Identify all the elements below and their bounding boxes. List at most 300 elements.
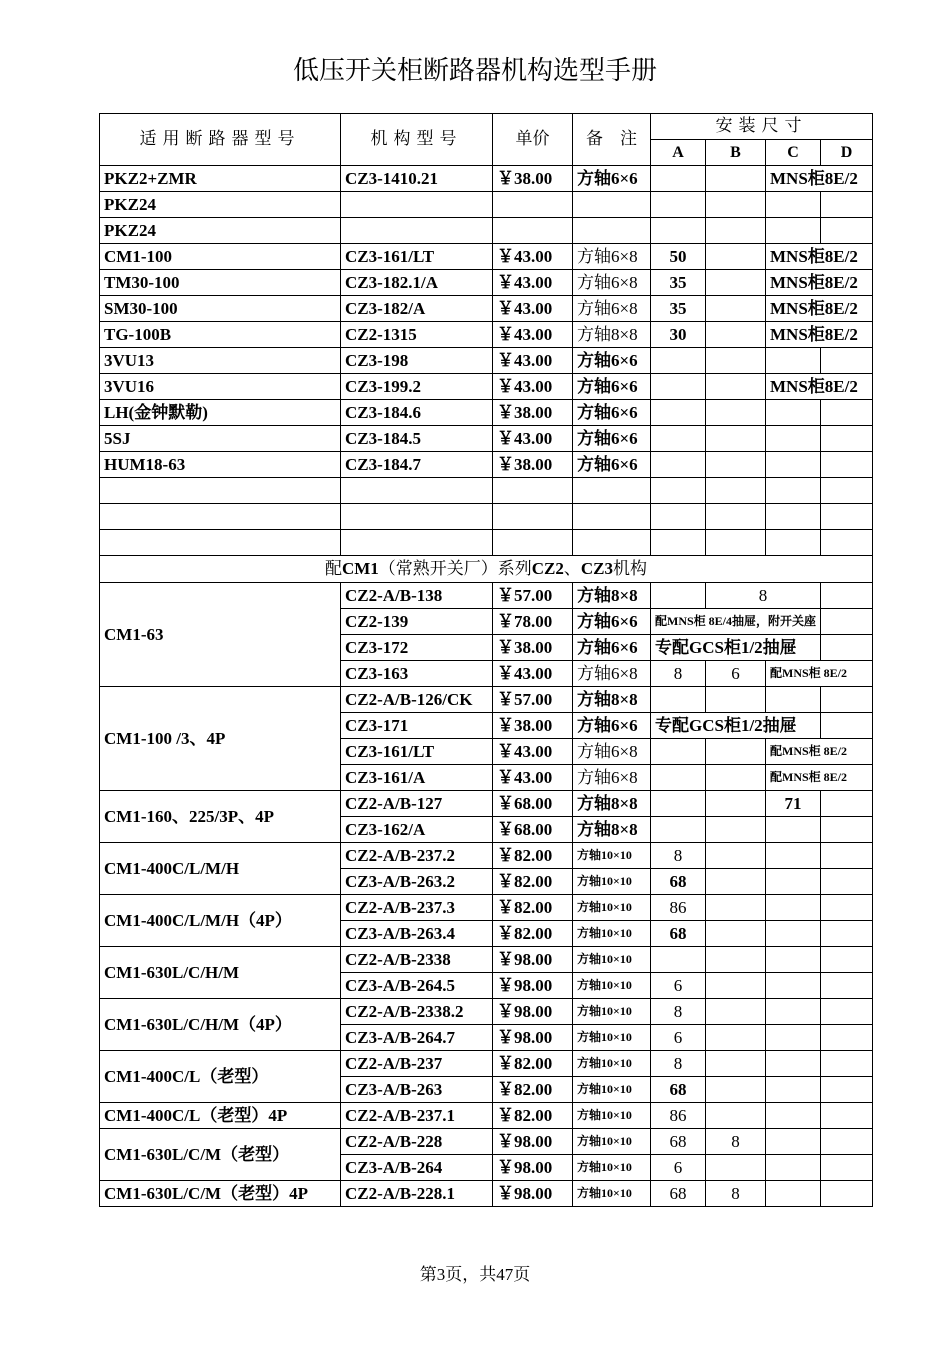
mechanism-cell: CZ3-182/A: [341, 296, 493, 322]
breaker-cell: CM1-160、225/3P、4P: [100, 791, 341, 843]
table-row: [100, 687, 873, 713]
page-footer: 第3页，共47页: [419, 1265, 531, 1284]
dim-b-cell: [706, 791, 766, 817]
section-title-b3: CZ3: [580, 559, 614, 578]
dim-d-cell: [821, 635, 873, 661]
mechanism-cell: CZ3-1410.21: [341, 166, 493, 192]
breaker-cell: CM1-630L/C/M（老型）: [100, 1129, 341, 1181]
price-cell: ￥43.00: [493, 244, 573, 270]
blank-cell: [341, 478, 493, 504]
dim-a-cell: 68: [651, 1077, 706, 1103]
blank-cell: [651, 478, 706, 504]
blank-cell: [341, 504, 493, 530]
mechanism-cell: CZ2-A/B-237.2: [341, 843, 493, 869]
price-cell: ￥68.00: [493, 817, 573, 843]
note-cell: 方轴6×6: [573, 426, 651, 452]
dim-a-cell: 86: [651, 895, 706, 921]
table-row: [100, 400, 873, 426]
table-row: [100, 374, 873, 400]
price-cell: ￥43.00: [493, 661, 573, 687]
dim-cd-cell: 配MNS柜 8E/2: [766, 739, 873, 765]
blank-cell: [573, 478, 651, 504]
table-row: [100, 322, 873, 348]
dim-a-cell: [651, 192, 706, 218]
dim-a-cell: 8: [651, 1051, 706, 1077]
breaker-cell: LH(金钟默勒): [100, 400, 341, 426]
mechanism-cell: CZ3-199.2: [341, 374, 493, 400]
table-row: [100, 244, 873, 270]
dim-a-cell: [651, 687, 706, 713]
breaker-cell: CM1-630L/C/M（老型）4P: [100, 1181, 341, 1207]
dim-a-cell: [651, 947, 706, 973]
dim-c-cell: [766, 843, 821, 869]
dim-d-cell: [821, 895, 873, 921]
blank-row: [100, 478, 873, 504]
mechanism-cell: CZ3-161/A: [341, 765, 493, 791]
price-cell: ￥43.00: [493, 374, 573, 400]
blank-cell: [493, 504, 573, 530]
dim-a-cell: [651, 817, 706, 843]
dim-cd-cell: MNS柜8E/2: [766, 166, 873, 192]
dim-cd-cell: 配MNS柜 8E/2: [766, 765, 873, 791]
dim-d-cell: [821, 1103, 873, 1129]
note-cell: 方轴10×10: [573, 1129, 651, 1155]
dim-b-cell: [706, 1077, 766, 1103]
price-cell: ￥43.00: [493, 426, 573, 452]
header-breaker: 适用断路器型号: [100, 114, 341, 166]
dim-b-cell: [706, 296, 766, 322]
dim-d-cell: [821, 426, 873, 452]
dim-d-cell: [821, 921, 873, 947]
note-cell: 方轴6×8: [573, 244, 651, 270]
dim-b-cell: 8: [706, 1129, 766, 1155]
table-row: [100, 843, 873, 869]
price-cell: ￥82.00: [493, 921, 573, 947]
header-c: C: [766, 140, 821, 166]
breaker-cell: CM1-400C/L（老型）: [100, 1051, 341, 1103]
note-cell: 方轴10×10: [573, 843, 651, 869]
dim-b-cell: [706, 973, 766, 999]
blank-cell: [821, 478, 873, 504]
dim-a-cell: [651, 348, 706, 374]
dim-c-cell: [766, 1077, 821, 1103]
dim-c-cell: [766, 1155, 821, 1181]
price-cell: ￥43.00: [493, 765, 573, 791]
breaker-cell: PKZ24: [100, 192, 341, 218]
dim-a-cell: 68: [651, 869, 706, 895]
dim-c-cell: [766, 348, 821, 374]
dim-a-cell: [651, 426, 706, 452]
price-cell: ￥38.00: [493, 452, 573, 478]
note-cell: 方轴10×10: [573, 1077, 651, 1103]
mechanism-cell: CZ3-184.7: [341, 452, 493, 478]
mechanism-cell: CZ2-A/B-237.1: [341, 1103, 493, 1129]
dim-a-cell: [651, 218, 706, 244]
table-row: [100, 999, 873, 1025]
header-a: A: [651, 140, 706, 166]
dim-a-cell: [651, 739, 706, 765]
dim-d-cell: [821, 973, 873, 999]
dim-a-cell: 8: [651, 999, 706, 1025]
header-mechanism: 机构型号: [341, 114, 493, 166]
note-cell: 方轴10×10: [573, 921, 651, 947]
table-row: [100, 270, 873, 296]
install-note-cell: 专配GCS柜1/2抽屉: [651, 635, 821, 661]
note-cell: 方轴6×8: [573, 765, 651, 791]
note-cell: 方轴6×6: [573, 452, 651, 478]
breaker-cell: CM1-100: [100, 244, 341, 270]
blank-cell: [341, 530, 493, 556]
mechanism-cell: [341, 218, 493, 244]
note-cell: 方轴10×10: [573, 895, 651, 921]
page-title: 低压开关柜断路器机构选型手册: [292, 56, 657, 86]
dim-d-cell: [821, 791, 873, 817]
breaker-cell: CM1-400C/L/M/H: [100, 843, 341, 895]
mechanism-cell: CZ2-1315: [341, 322, 493, 348]
dim-b-cell: 6: [706, 661, 766, 687]
table-row: [100, 583, 873, 609]
price-cell: ￥82.00: [493, 843, 573, 869]
price-cell: ￥57.00: [493, 687, 573, 713]
dim-cd-cell: MNS柜8E/2: [766, 296, 873, 322]
price-cell: ￥43.00: [493, 270, 573, 296]
table-row: [100, 1129, 873, 1155]
dim-b-cell: [706, 452, 766, 478]
header-price: 单价: [493, 114, 573, 166]
note-cell: 方轴6×8: [573, 296, 651, 322]
mechanism-cell: CZ3-184.5: [341, 426, 493, 452]
dim-b-cell: [706, 869, 766, 895]
breaker-cell: CM1-63: [100, 583, 341, 687]
dim-c-cell: [766, 218, 821, 244]
blank-cell: [100, 478, 341, 504]
dim-c-cell: [766, 921, 821, 947]
mechanism-cell: CZ3-A/B-264.5: [341, 973, 493, 999]
table-row: [100, 296, 873, 322]
breaker-cell: PKZ2+ZMR: [100, 166, 341, 192]
dim-b-cell: [706, 374, 766, 400]
blank-cell: [821, 530, 873, 556]
blank-cell: [706, 504, 766, 530]
dim-d-cell: [821, 1077, 873, 1103]
dim-cd-cell: MNS柜8E/2: [766, 270, 873, 296]
dim-c-cell: [766, 817, 821, 843]
note-cell: 方轴6×6: [573, 400, 651, 426]
mechanism-cell: CZ2-A/B-138: [341, 583, 493, 609]
breaker-cell: PKZ24: [100, 218, 341, 244]
header-dims: 安装尺寸: [651, 114, 873, 140]
table-row: [100, 947, 873, 973]
note-cell: 方轴10×10: [573, 1103, 651, 1129]
dim-cd-cell: MNS柜8E/2: [766, 244, 873, 270]
note-cell: 方轴10×10: [573, 869, 651, 895]
install-note-cell: 专配GCS柜1/2抽屉: [651, 713, 821, 739]
dim-b-cell: [706, 817, 766, 843]
dim-a-cell: 8: [651, 843, 706, 869]
dim-b-cell: [706, 270, 766, 296]
dim-c-cell: [766, 869, 821, 895]
dim-c-cell: [766, 973, 821, 999]
dim-b-cell: [706, 1051, 766, 1077]
dim-a-cell: [651, 374, 706, 400]
price-cell: ￥78.00: [493, 609, 573, 635]
dim-b-cell: [706, 426, 766, 452]
note-cell: 方轴10×10: [573, 1025, 651, 1051]
price-cell: ￥82.00: [493, 1077, 573, 1103]
breaker-cell: CM1-100 /3、4P: [100, 687, 341, 791]
dim-a-cell: [651, 765, 706, 791]
dim-cd-cell: MNS柜8E/2: [766, 374, 873, 400]
dim-b-cell: [706, 895, 766, 921]
section-title-sep: 、: [563, 559, 581, 579]
dim-a-cell: 68: [651, 921, 706, 947]
mechanism-cell: CZ3-171: [341, 713, 493, 739]
mechanism-cell: CZ3-A/B-263: [341, 1077, 493, 1103]
mechanism-cell: CZ3-161/LT: [341, 739, 493, 765]
note-cell: 方轴6×6: [573, 609, 651, 635]
dim-c-cell: [766, 687, 821, 713]
section-title: [100, 556, 873, 583]
breaker-cell: CM1-400C/L/M/H（4P）: [100, 895, 341, 947]
note-cell: 方轴8×8: [573, 687, 651, 713]
price-cell: ￥82.00: [493, 1051, 573, 1077]
note-cell: 方轴8×8: [573, 322, 651, 348]
dim-b-cell: [706, 921, 766, 947]
dim-d-cell: [821, 400, 873, 426]
blank-cell: [100, 504, 341, 530]
dim-b-cell: [706, 400, 766, 426]
install-note-cell: 配MNS柜 8E/4抽屉，附开关座: [651, 609, 821, 635]
price-cell: ￥82.00: [493, 869, 573, 895]
dim-d-cell: [821, 1155, 873, 1181]
price-cell: ￥98.00: [493, 1025, 573, 1051]
dim-c-cell: [766, 426, 821, 452]
table-row: [100, 791, 873, 817]
dim-a-cell: 6: [651, 973, 706, 999]
dim-d-cell: [821, 1025, 873, 1051]
price-cell: ￥38.00: [493, 713, 573, 739]
dim-d-cell: [821, 1181, 873, 1207]
note-cell: 方轴6×6: [573, 713, 651, 739]
price-cell: [493, 218, 573, 244]
note-cell: 方轴10×10: [573, 999, 651, 1025]
dim-a-cell: 50: [651, 244, 706, 270]
selection-table: [99, 113, 873, 1207]
header-b: B: [706, 140, 766, 166]
blank-cell: [706, 530, 766, 556]
note-cell: 方轴6×6: [573, 374, 651, 400]
table-row: [100, 166, 873, 192]
dim-c-cell: [766, 1025, 821, 1051]
breaker-cell: 3VU16: [100, 374, 341, 400]
table-row: [100, 218, 873, 244]
breaker-cell: CM1-630L/C/H/M（4P）: [100, 999, 341, 1051]
dim-a-cell: [651, 166, 706, 192]
price-cell: ￥38.00: [493, 400, 573, 426]
dim-b-cell: [706, 1155, 766, 1181]
price-cell: ￥82.00: [493, 1103, 573, 1129]
price-cell: ￥43.00: [493, 348, 573, 374]
breaker-cell: CM1-400C/L（老型）4P: [100, 1103, 341, 1129]
price-cell: ￥57.00: [493, 583, 573, 609]
mechanism-cell: CZ3-184.6: [341, 400, 493, 426]
dim-b-cell: [706, 348, 766, 374]
price-cell: ￥68.00: [493, 791, 573, 817]
note-cell: 方轴6×6: [573, 348, 651, 374]
dim-a-cell: 35: [651, 270, 706, 296]
dim-b-cell: [706, 687, 766, 713]
section-title-row: [100, 556, 873, 583]
note-cell: 方轴10×10: [573, 1155, 651, 1181]
note-cell: 方轴6×8: [573, 270, 651, 296]
price-cell: ￥82.00: [493, 895, 573, 921]
note-cell: [573, 192, 651, 218]
dim-a-cell: [651, 583, 706, 609]
blank-cell: [766, 504, 821, 530]
note-cell: 方轴10×10: [573, 973, 651, 999]
dim-c-cell: [766, 947, 821, 973]
table-row: [100, 426, 873, 452]
dim-b-cell: [706, 322, 766, 348]
mechanism-cell: CZ3-A/B-263.2: [341, 869, 493, 895]
price-cell: ￥98.00: [493, 1155, 573, 1181]
price-cell: ￥98.00: [493, 973, 573, 999]
header-note: 备 注: [573, 114, 651, 166]
dim-d-cell: [821, 218, 873, 244]
dim-b-cell: [706, 843, 766, 869]
blank-row: [100, 504, 873, 530]
blank-cell: [100, 530, 341, 556]
dim-d-cell: [821, 713, 873, 739]
section-title-b1: CM1: [341, 559, 379, 578]
price-cell: ￥98.00: [493, 947, 573, 973]
blank-cell: [493, 478, 573, 504]
mechanism-cell: CZ2-A/B-2338: [341, 947, 493, 973]
dim-d-cell: [821, 947, 873, 973]
mechanism-cell: CZ3-161/LT: [341, 244, 493, 270]
dim-c-cell: [766, 1051, 821, 1077]
mechanism-cell: CZ3-172: [341, 635, 493, 661]
dim-b-cell: [706, 739, 766, 765]
mechanism-cell: CZ3-198: [341, 348, 493, 374]
dim-c-cell: [766, 192, 821, 218]
dim-a-cell: [651, 791, 706, 817]
blank-cell: [651, 530, 706, 556]
note-cell: 方轴8×8: [573, 583, 651, 609]
dim-a-cell: [651, 452, 706, 478]
dim-cd-cell: 配MNS柜 8E/2: [766, 661, 873, 687]
note-cell: [573, 218, 651, 244]
mechanism-cell: CZ2-A/B-2338.2: [341, 999, 493, 1025]
dim-d-cell: [821, 817, 873, 843]
note-cell: 方轴6×6: [573, 635, 651, 661]
breaker-cell: TM30-100: [100, 270, 341, 296]
dim-d-cell: [821, 687, 873, 713]
note-cell: 方轴10×10: [573, 1051, 651, 1077]
price-cell: ￥43.00: [493, 322, 573, 348]
dim-b-cell: [706, 244, 766, 270]
dim-a-cell: 8: [651, 661, 706, 687]
mechanism-cell: CZ2-139: [341, 609, 493, 635]
dim-b-cell: [706, 1103, 766, 1129]
price-cell: ￥98.00: [493, 1181, 573, 1207]
dim-d-cell: [821, 999, 873, 1025]
blank-cell: [706, 478, 766, 504]
dim-c-cell: [766, 1181, 821, 1207]
note-cell: 方轴10×10: [573, 1181, 651, 1207]
mechanism-cell: CZ2-A/B-237.3: [341, 895, 493, 921]
mechanism-cell: CZ2-A/B-127: [341, 791, 493, 817]
mechanism-cell: CZ3-162/A: [341, 817, 493, 843]
dim-d-cell: [821, 583, 873, 609]
table-row: [100, 1103, 873, 1129]
blank-cell: [651, 504, 706, 530]
dim-b-cell: [706, 765, 766, 791]
blank-cell: [573, 504, 651, 530]
mechanism-cell: [341, 192, 493, 218]
mechanism-cell: CZ2-A/B-228: [341, 1129, 493, 1155]
dim-d-cell: [821, 348, 873, 374]
dim-a-cell: 6: [651, 1155, 706, 1181]
dim-b-cell: [706, 218, 766, 244]
dim-b-cell: 8: [706, 1181, 766, 1207]
section-title-mid: （常熟开关厂）系列: [378, 559, 532, 579]
mechanism-cell: CZ2-A/B-228.1: [341, 1181, 493, 1207]
note-cell: 方轴6×8: [573, 739, 651, 765]
breaker-cell: HUM18-63: [100, 452, 341, 478]
dim-d-cell: [821, 1051, 873, 1077]
dim-d-cell: [821, 869, 873, 895]
blank-cell: [573, 530, 651, 556]
dim-d-cell: [821, 609, 873, 635]
dim-c-cell: [766, 400, 821, 426]
dim-d-cell: [821, 843, 873, 869]
dim-c-cell: 71: [766, 791, 821, 817]
table-row: [100, 452, 873, 478]
dim-d-cell: [821, 452, 873, 478]
dim-b-cell: [706, 166, 766, 192]
dim-d-cell: [821, 192, 873, 218]
section-title-b2: CZ2: [531, 559, 564, 578]
note-cell: 方轴8×8: [573, 791, 651, 817]
price-cell: ￥43.00: [493, 739, 573, 765]
blank-cell: [766, 478, 821, 504]
mechanism-cell: CZ3-A/B-264: [341, 1155, 493, 1181]
dim-a-cell: 30: [651, 322, 706, 348]
dim-a-cell: 6: [651, 1025, 706, 1051]
price-cell: ￥43.00: [493, 296, 573, 322]
section-title-post: 机构: [613, 559, 648, 579]
dim-a-cell: 35: [651, 296, 706, 322]
dim-a-cell: 68: [651, 1181, 706, 1207]
blank-cell: [821, 504, 873, 530]
breaker-cell: CM1-630L/C/H/M: [100, 947, 341, 999]
dim-b-cell: [706, 999, 766, 1025]
table-row: [100, 1051, 873, 1077]
dim-c-cell: [766, 999, 821, 1025]
table-row: [100, 1181, 873, 1207]
dim-b-cell: [706, 947, 766, 973]
mechanism-cell: CZ3-A/B-264.7: [341, 1025, 493, 1051]
blank-row: [100, 530, 873, 556]
dim-b-cell: [706, 192, 766, 218]
dim-b-cell: 8: [706, 583, 821, 609]
table-row: [100, 895, 873, 921]
mechanism-cell: CZ3-A/B-263.4: [341, 921, 493, 947]
blank-cell: [766, 530, 821, 556]
breaker-cell: TG-100B: [100, 322, 341, 348]
header-d: D: [821, 140, 873, 166]
